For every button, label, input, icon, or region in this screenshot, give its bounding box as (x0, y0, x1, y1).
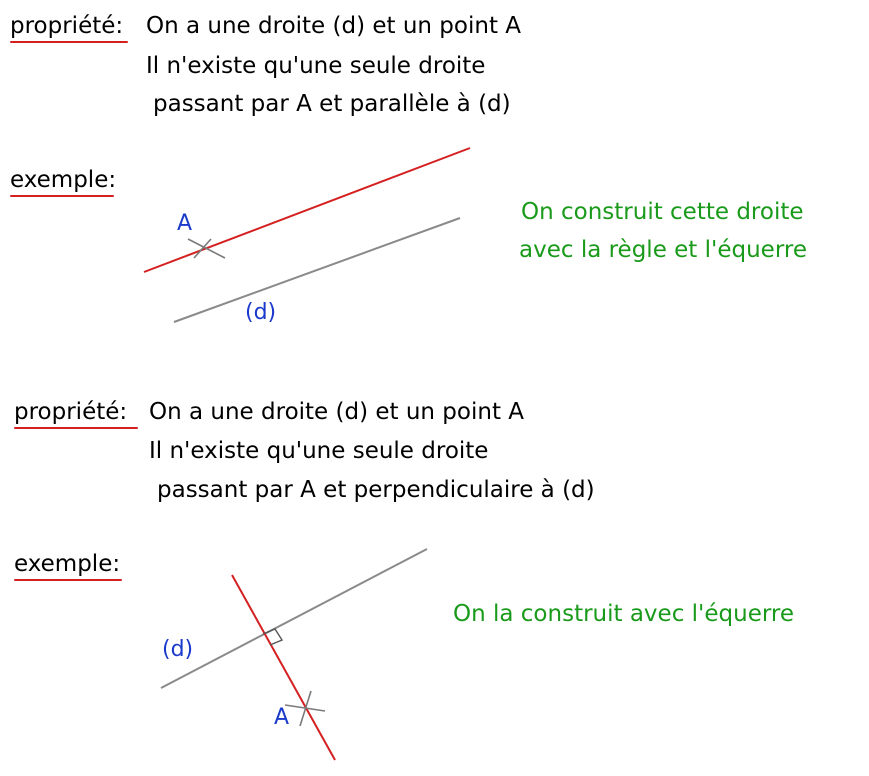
example-heading-perpendicular: exemple: (14, 551, 121, 577)
property-text-line-2-perpendicular: Il n'existe qu'une seule droite (149, 438, 489, 464)
note-parallel-line-2: avec la règle et l'équerre (519, 237, 807, 263)
note-perpendicular: On la construit avec l'équerre (453, 601, 794, 627)
line-label-d-parallel: (d) (245, 300, 277, 325)
property-text-line-2-parallel: Il n'existe qu'une seule droite (146, 53, 486, 79)
parallel-line-through-a (144, 148, 470, 272)
property-text-line-1-parallel: On a une droite (d) et un point A (146, 13, 522, 39)
property-heading-parallel: propriété: (10, 13, 124, 39)
given-line-d-perpendicular (161, 549, 427, 688)
example-heading-parallel: exemple: (10, 167, 117, 193)
property-text-line-3-parallel: passant par A et parallèle à (d) (153, 91, 511, 117)
line-label-d-perpendicular: (d) (162, 637, 194, 662)
perpendicular-line-through-a (232, 575, 335, 760)
note-parallel-line-1: On construit cette droite (521, 199, 804, 225)
property-text-line-3-perpendicular: passant par A et perpendiculaire à (d) (157, 477, 595, 503)
point-a-cross-parallel (188, 239, 225, 258)
property-heading-perpendicular: propriété: (14, 399, 128, 425)
point-a-cross-perpendicular (285, 691, 325, 726)
given-line-d-parallel (174, 218, 460, 322)
property-text-line-1-perpendicular: On a une droite (d) et un point A (149, 399, 525, 425)
point-label-a-parallel: A (177, 211, 193, 236)
point-label-a-perpendicular: A (274, 705, 290, 730)
